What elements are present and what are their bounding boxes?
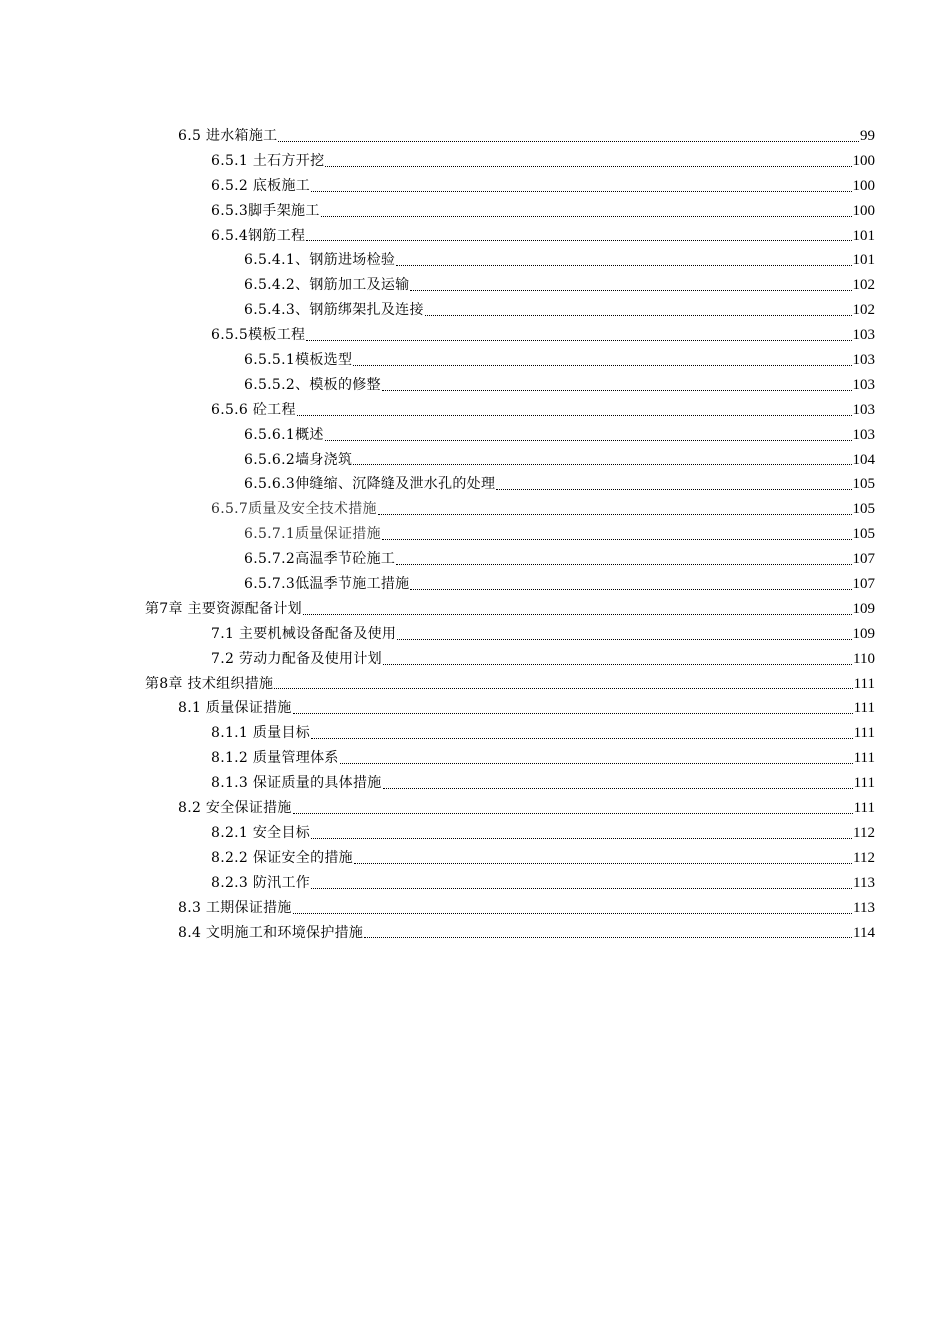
toc-entry-page-number: 111 <box>853 750 875 767</box>
toc-entry-page-number: 111 <box>853 800 875 817</box>
toc-entry[interactable] <box>0 149 950 174</box>
toc-entry-title: 6.5.4钢筋工程 <box>211 227 306 244</box>
toc-entry-page-number: 101 <box>852 227 875 244</box>
toc-entry[interactable] <box>0 398 950 423</box>
toc-entry[interactable] <box>0 273 950 298</box>
toc-entry-page-number: 111 <box>853 775 875 792</box>
toc-entry[interactable] <box>0 622 950 647</box>
toc-entry-title: 第8章 技术组织措施 <box>145 675 274 692</box>
toc-entry[interactable] <box>0 373 950 398</box>
toc-entry-page-number: 100 <box>852 152 875 169</box>
toc-entry-title: 8.1.2 质量管理体系 <box>211 750 339 767</box>
toc-entry-title: 6.5.4.1、钢筋进场检验 <box>244 252 396 269</box>
toc-entry-title: 6.5.4.3、钢筋绑架扎及连接 <box>244 302 424 319</box>
toc-entry[interactable] <box>0 846 950 871</box>
toc-entry-page-number: 105 <box>852 476 875 493</box>
toc-dot-leader <box>396 563 851 565</box>
toc-entry[interactable] <box>0 348 950 373</box>
toc-dot-leader <box>378 513 852 515</box>
toc-entry[interactable] <box>0 423 950 448</box>
toc-dot-leader <box>425 314 852 316</box>
toc-dot-leader <box>293 812 853 814</box>
toc-entry-title: 8.1.1 质量目标 <box>211 725 311 742</box>
toc-dot-leader <box>311 190 851 192</box>
toc-entry[interactable] <box>0 771 950 796</box>
toc-entry[interactable] <box>0 522 950 547</box>
toc-entry-page-number: 112 <box>853 824 875 841</box>
toc-entry[interactable] <box>0 298 950 323</box>
toc-entry-page-number: 112 <box>853 849 875 866</box>
toc-entry-page-number: 103 <box>852 376 875 393</box>
toc-dot-leader <box>311 737 853 739</box>
toc-entry[interactable] <box>0 672 950 697</box>
toc-entry-title: 7.2 劳动力配备及使用计划 <box>211 650 382 667</box>
toc-entry-title: 6.5 进水箱施工 <box>178 128 278 144</box>
toc-entry-page-number: 105 <box>852 526 875 543</box>
toc-entry[interactable] <box>0 248 950 273</box>
toc-dot-leader <box>306 339 851 341</box>
toc-entry[interactable] <box>0 597 950 622</box>
toc-dot-leader <box>306 239 851 241</box>
toc-entry-page-number: 110 <box>853 650 875 667</box>
toc-dot-leader <box>364 936 852 938</box>
toc-dot-leader <box>383 787 853 789</box>
toc-entry-page-number: 102 <box>852 302 875 319</box>
toc-entry-page-number: 114 <box>853 924 875 941</box>
toc-entry[interactable] <box>0 547 950 572</box>
toc-dot-leader <box>325 439 852 441</box>
toc-entry-page-number: 113 <box>853 874 875 891</box>
toc-entry-page-number: 99 <box>860 128 875 144</box>
toc-entry-page-number: 107 <box>852 551 875 568</box>
toc-entry-page-number: 103 <box>852 426 875 443</box>
toc-entry[interactable] <box>0 572 950 597</box>
toc-entry-title: 6.5.7.3低温季节施工措施 <box>244 576 410 593</box>
toc-entry[interactable] <box>0 896 950 921</box>
toc-entry-page-number: 113 <box>853 899 875 916</box>
toc-dot-leader <box>293 712 853 714</box>
toc-entry-title: 8.1 质量保证措施 <box>178 700 292 717</box>
toc-entry-title: 6.5.6.2墙身浇筑 <box>244 451 353 468</box>
table-of-contents <box>0 124 950 945</box>
toc-dot-leader <box>340 762 853 764</box>
toc-entry[interactable] <box>0 696 950 721</box>
toc-entry-title: 6.5.1 土石方开挖 <box>211 152 325 169</box>
toc-entry-page-number: 109 <box>852 625 875 642</box>
toc-dot-leader <box>382 389 852 391</box>
toc-entry-page-number: 111 <box>853 700 875 717</box>
toc-dot-leader <box>303 613 852 615</box>
toc-entry-page-number: 107 <box>852 576 875 593</box>
toc-entry-title: 6.5.4.2、钢筋加工及运输 <box>244 277 410 294</box>
toc-entry[interactable] <box>0 721 950 746</box>
toc-entry-title: 6.5.7.2高温季节砼施工 <box>244 551 396 568</box>
toc-entry-title: 6.5.6.3伸缝缩、沉降缝及泄水孔的处理 <box>244 476 496 493</box>
toc-entry[interactable] <box>0 472 950 497</box>
toc-entry-title: 6.5.3脚手架施工 <box>211 202 320 219</box>
toc-entry-page-number: 104 <box>852 451 875 468</box>
toc-entry-title: 8.4 文明施工和环境保护措施 <box>178 924 364 941</box>
toc-dot-leader <box>382 538 852 540</box>
toc-entry-title: 6.5.7质量及安全技术措施 <box>211 501 377 518</box>
toc-entry-title: 6.5.5.1模板选型 <box>244 352 353 369</box>
toc-dot-leader <box>397 638 851 640</box>
toc-entry[interactable] <box>0 871 950 896</box>
toc-entry-title: 7.1 主要机械设备配备及使用 <box>211 625 397 642</box>
toc-entry-title: 6.5.6 砼工程 <box>211 401 296 418</box>
toc-entry[interactable] <box>0 199 950 224</box>
toc-entry-page-number: 109 <box>852 600 875 617</box>
toc-dot-leader <box>410 588 851 590</box>
toc-entry-title: 6.5.5.2、模板的修整 <box>244 376 381 393</box>
toc-dot-leader <box>311 837 852 839</box>
toc-entry[interactable] <box>0 746 950 771</box>
toc-entry-title: 第7章 主要资源配备计划 <box>145 600 302 617</box>
toc-entry[interactable] <box>0 921 950 946</box>
toc-entry-title: 6.5.6.1概述 <box>244 426 324 443</box>
toc-dot-leader <box>293 912 852 914</box>
toc-entry[interactable] <box>0 647 950 672</box>
toc-dot-leader <box>325 165 851 167</box>
toc-dot-leader <box>311 887 852 889</box>
toc-entry-page-number: 100 <box>852 177 875 194</box>
toc-entry-title: 6.5.5模板工程 <box>211 327 306 344</box>
toc-dot-leader <box>297 414 852 416</box>
toc-entry-title: 6.5.2 底板施工 <box>211 177 311 194</box>
toc-entry[interactable] <box>0 323 950 348</box>
toc-entry[interactable] <box>0 174 950 199</box>
toc-dot-leader <box>383 663 852 665</box>
toc-dot-leader <box>496 488 851 490</box>
toc-entry[interactable] <box>0 124 950 149</box>
toc-dot-leader <box>353 364 851 366</box>
toc-entry[interactable] <box>0 448 950 473</box>
toc-dot-leader <box>278 140 859 142</box>
toc-entry-page-number: 100 <box>852 202 875 219</box>
toc-dot-leader <box>274 687 852 689</box>
toc-entry-title: 8.1.3 保证质量的具体措施 <box>211 775 382 792</box>
toc-entry-page-number: 103 <box>852 401 875 418</box>
toc-entry-page-number: 102 <box>852 277 875 294</box>
toc-entry-page-number: 101 <box>852 252 875 269</box>
toc-entry[interactable] <box>0 224 950 249</box>
toc-entry-title: 8.3 工期保证措施 <box>178 899 292 916</box>
toc-entry-page-number: 103 <box>852 327 875 344</box>
toc-entry-page-number: 105 <box>852 501 875 518</box>
toc-dot-leader <box>354 862 852 864</box>
toc-dot-leader <box>353 463 851 465</box>
toc-entry-page-number: 111 <box>853 675 875 692</box>
toc-entry[interactable] <box>0 796 950 821</box>
toc-dot-leader <box>396 264 851 266</box>
toc-entry[interactable] <box>0 497 950 522</box>
toc-entry-title: 8.2.2 保证安全的措施 <box>211 849 353 866</box>
toc-entry-title: 6.5.7.1质量保证措施 <box>244 526 381 543</box>
toc-entry-title: 8.2.3 防汛工作 <box>211 874 311 891</box>
toc-entry-title: 8.2 安全保证措施 <box>178 800 292 817</box>
toc-entry[interactable] <box>0 821 950 846</box>
toc-entry-page-number: 111 <box>853 725 875 742</box>
toc-entry-title: 8.2.1 安全目标 <box>211 824 311 841</box>
toc-dot-leader <box>410 289 851 291</box>
toc-entry-page-number: 103 <box>852 352 875 369</box>
toc-dot-leader <box>321 215 852 217</box>
